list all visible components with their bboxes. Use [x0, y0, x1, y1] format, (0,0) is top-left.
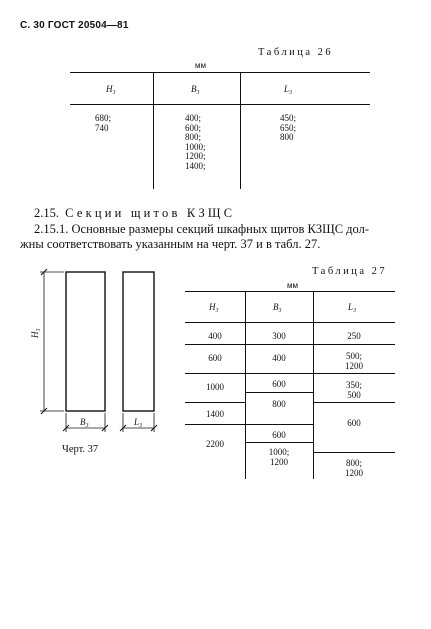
table26-header-h: H₃ — [106, 84, 116, 94]
table27-l-600: 600 — [347, 418, 361, 428]
table27-l-500-1200: 500; 1200 — [345, 351, 363, 371]
table26-unit: мм — [195, 61, 206, 70]
table27-h-rule-3 — [185, 402, 245, 403]
table27-l-350-500: 350; 500 — [345, 380, 362, 400]
drawing-caption: Черт. 37 — [62, 444, 99, 455]
table27-top-rule — [185, 291, 395, 292]
table27-b-400: 400 — [272, 353, 286, 363]
front-view-rect — [66, 272, 105, 411]
section-para-line2: жны соответствовать указанным на черт. 37 и в табл. 27. — [20, 237, 321, 251]
table26-header-l: L₃ — [284, 84, 293, 94]
table27-l-800-1200: 800; 1200 — [345, 458, 363, 478]
section-heading-number: 2.15. — [34, 206, 59, 220]
table27-b-rule-5 — [245, 442, 313, 443]
table27-unit: мм — [287, 281, 298, 290]
table27-h-rule-2 — [185, 373, 245, 374]
drawing-label-b: B₃ — [80, 417, 89, 427]
table27-header-b: B₃ — [273, 302, 282, 312]
table27-h-rule-4 — [185, 424, 245, 425]
table27-l-rule-1 — [313, 344, 395, 345]
table27-b-rule-2 — [245, 373, 313, 374]
table27-caption: Таблица 27 — [312, 266, 388, 277]
table27-h-1000: 1000 — [206, 382, 224, 392]
table27-h-1400: 1400 — [206, 409, 224, 419]
table27-b-rule-3 — [245, 392, 313, 393]
table27-l-250: 250 — [347, 331, 361, 341]
table26-caption: Таблица 26 — [258, 47, 334, 58]
table26-col-b: 400; 600; 800; 1000; 1200; 1400; — [185, 113, 206, 171]
table27-b-rule-4 — [245, 424, 313, 425]
table27-b-800: 800 — [272, 399, 286, 409]
table27-b-600a: 600 — [272, 379, 286, 389]
table27-header-rule — [185, 322, 395, 323]
table27-b-rule-1 — [245, 344, 313, 345]
table27-l-rule-3 — [313, 402, 395, 403]
table27-h-600: 600 — [208, 353, 222, 363]
table27-b-300: 300 — [272, 331, 286, 341]
drawing-label-h: H₃ — [30, 328, 40, 338]
table27-header-l: L₃ — [348, 302, 357, 312]
page-header: С. 30 ГОСТ 20504—81 — [20, 20, 129, 31]
table27-h-rule-1 — [185, 344, 245, 345]
table27-h-400: 400 — [208, 331, 222, 341]
table27-l-rule-4 — [313, 452, 395, 453]
table27-b-1000-1200: 1000; 1200 — [268, 447, 290, 467]
side-view-rect — [123, 272, 154, 411]
table27-b-600b: 600 — [272, 430, 286, 440]
table26-header-b: B₃ — [191, 84, 200, 94]
table27-header-h: H₃ — [209, 302, 219, 312]
drawing-label-l: L₃ — [134, 417, 143, 427]
table27-h-2200: 2200 — [206, 439, 224, 449]
section-para-line1: 2.15.1. Основные размеры секций шкафных щитов КЗЩС дол- — [34, 222, 370, 236]
section-heading-text: Секции щитов КЗЩС — [65, 206, 236, 220]
table27-l-rule-2 — [313, 373, 395, 374]
table26-col-l: 450; 650; 800 — [280, 113, 297, 143]
table26-col-h: 680; 740 — [95, 113, 112, 133]
